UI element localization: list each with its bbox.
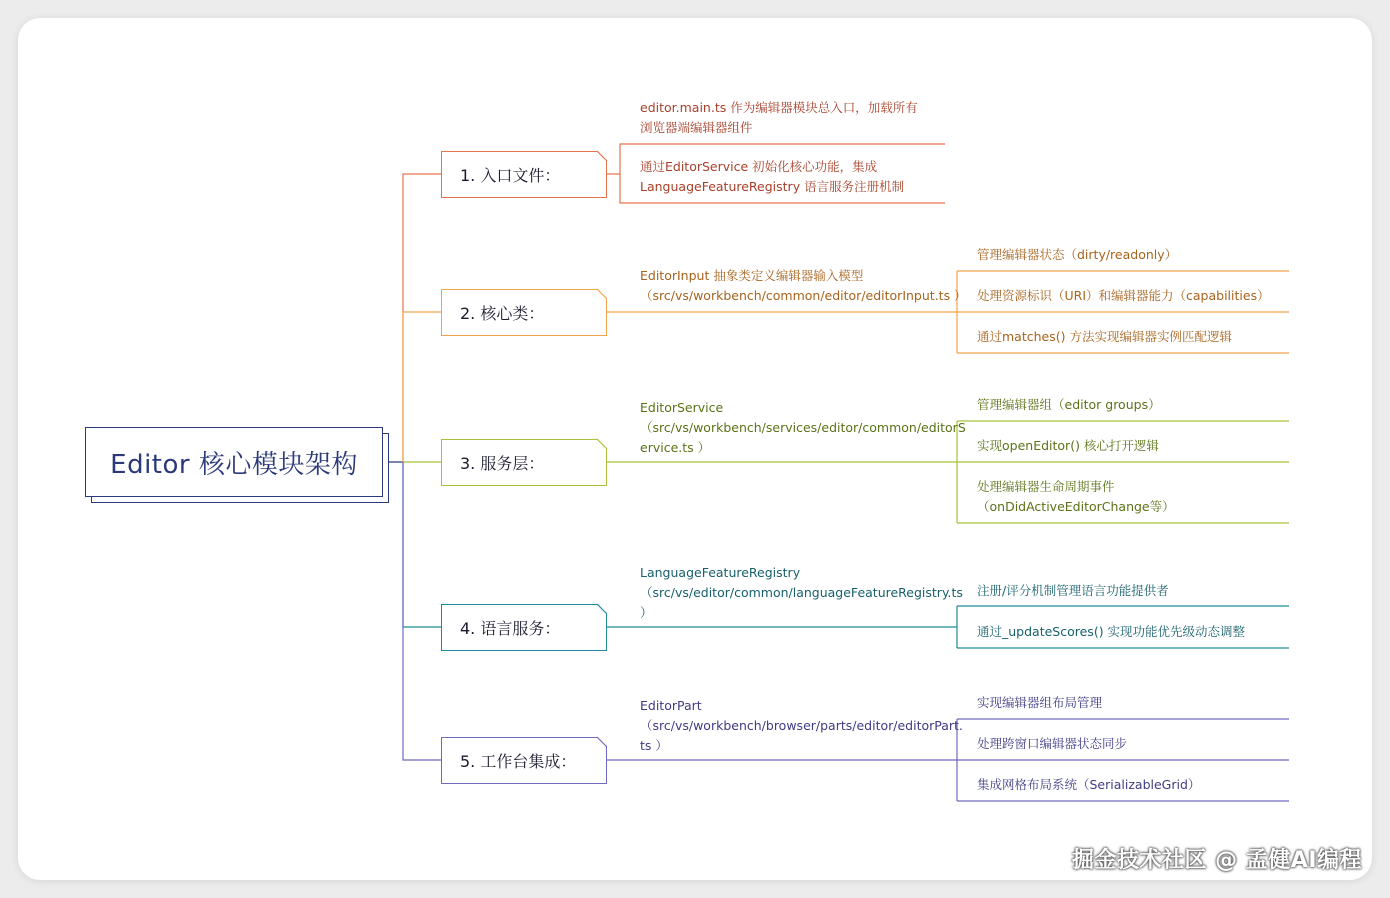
branch-3-detail: EditorService （src/vs/workbench/services/editor/common/editorS ervice.ts ） <box>640 400 966 455</box>
branch-3-item-1: 管理编辑器组（editor groups） <box>977 397 1161 412</box>
branch-4-item-2: 通过_updateScores() 实现功能优先级动态调整 <box>977 624 1246 639</box>
branch-label: 3. 服务层： <box>460 454 545 473</box>
branch-label: 5. 工作台集成： <box>460 752 577 771</box>
branch-label: 2. 核心类： <box>460 304 545 323</box>
branch-4-item-1: 注册/评分机制管理语言功能提供者 <box>977 583 1169 598</box>
branch-2-item-3: 通过matches() 方法实现编辑器实例匹配逻辑 <box>977 329 1232 344</box>
branch-4-detail: LanguageFeatureRegistry （src/vs/editor/common/languageFeatureRegistry.ts ） <box>640 565 963 620</box>
branch-1-detail-1: editor.main.ts 作为编辑器模块总入口，加载所有 浏览器端编辑器组件 <box>640 100 918 135</box>
branch-5-item-3: 集成网格布局系统（SerializableGrid） <box>977 777 1201 792</box>
root-title: Editor 核心模块架构 <box>110 449 358 480</box>
branch-label: 4. 语言服务： <box>460 619 561 638</box>
branch-3-item-2: 实现openEditor() 核心打开逻辑 <box>977 438 1159 453</box>
branch-3-item-3: 处理编辑器生命周期事件 （onDidActiveEditorChange等） <box>977 479 1175 514</box>
branch-5-item-2: 处理跨窗口编辑器状态同步 <box>977 736 1128 751</box>
branch-2-item-1: 管理编辑器状态（dirty/readonly） <box>977 247 1178 262</box>
branch-1-detail-2: 通过EditorService 初始化核心功能，集成 LanguageFeatureRegistry 语言服务注册机制 <box>640 159 905 194</box>
branch-2-detail: EditorInput 抽象类定义编辑器输入模型 （src/vs/workbench/common/editor/editorInput.ts ） <box>640 268 967 303</box>
branch-5-detail: EditorPart （src/vs/workbench/browser/parts/editor/editorPart. ts ） <box>640 698 963 753</box>
branch-2-item-2: 处理资源标识（URI）和编辑器能力（capabilities） <box>977 288 1270 303</box>
branch-5-item-1: 实现编辑器组布局管理 <box>977 695 1103 710</box>
branch-label: 1. 入口文件： <box>460 166 561 185</box>
watermark-text: 掘金技术社区 @ 孟健AI编程 <box>1071 848 1362 873</box>
